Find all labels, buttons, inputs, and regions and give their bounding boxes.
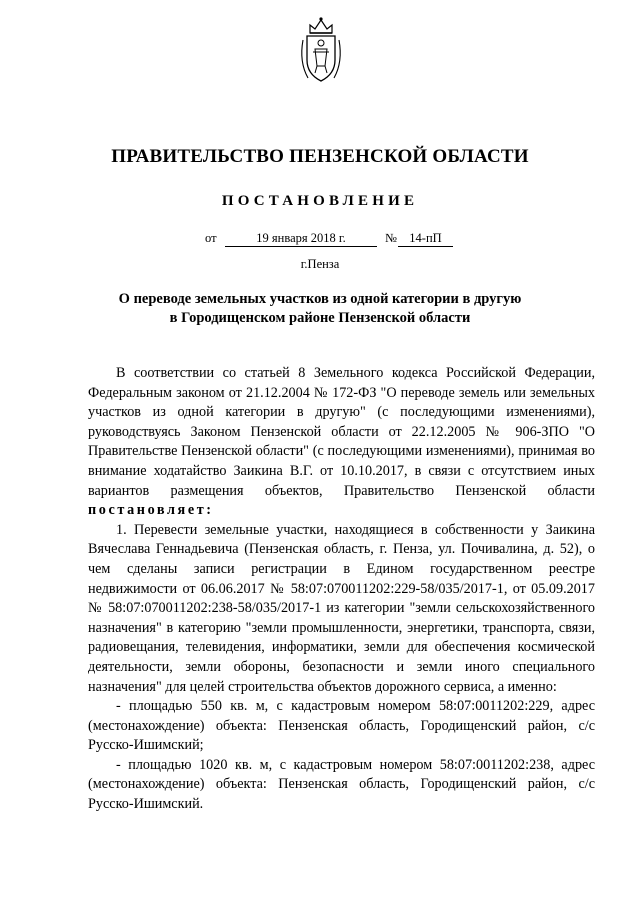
preamble-paragraph	[88, 364, 595, 521]
bullet-2-paragraph: - площадью 1020 кв. м, с кадастровым номером 58:07:0011202:238, адрес (местонахождение) объекта: Пензенская область, Городищенский район, с/с Русско-Ишимский.	[88, 756, 595, 813]
document-type: ПОСТАНОВЛЕНИЕ	[221, 193, 419, 209]
document-body	[88, 364, 595, 815]
subject-line-1: О переводе земельных участков из одной категории в другую	[118, 291, 522, 307]
number-prefix: №	[385, 231, 397, 245]
subject-line-2: в Городищенском районе Пензенской области	[169, 310, 471, 326]
document-subject	[0, 290, 640, 328]
city: г.Пенза	[300, 257, 340, 271]
document-date: 19 января 2018 г.	[225, 231, 377, 247]
preamble-text: В соответствии со статьей 8 Земельного кодекса Российской Федерации, Федеральным законом от 21.12.2004 № 172-ФЗ "О переводе земель или земельных участков из одной категории в другую" (с последующими изменениями), руководствуясь Законом Пензенской области от 22.12.2005 № 906-ЗПО "О Правительстве Пензенской области" (с последующими изменениями), принимая во внимание ходатайство Заикина В.Г. от 10.10.2017, в связи с отсутствием иных вариантов размещения объектов, Правительство Пензенской области	[88, 365, 595, 499]
resolves-word: постановляет:	[88, 502, 214, 519]
item-1-paragraph: 1. Перевести земельные участки, находящиеся в собственности у Заикина Вячеслава Геннадьевича (Пензенская область, г. Пенза, ул. Почивалина, д. 52), о чем сделаны записи регистрации в Едином государственном реестре недвижимости от 06.06.2017 № 58:07:070011202:229-58/035/2017-1, от 05.09.2017 № 58:07:070011202:238-58/035/2017-1 из категории "земли сельскохозяйственного назначения" в категорию "земли промышленности, энергетики, транспорта, связи, радиовещания, телевидения, информатики, земли для обеспечения космической деятельности, земли обороны, безопасности и земли иного специального назначения" для целей строительства объектов дорожного сервиса, а именно:	[88, 521, 595, 695]
date-number-line	[205, 231, 455, 251]
government-title: ПРАВИТЕЛЬСТВО ПЕНЗЕНСКОЙ ОБЛАСТИ	[111, 146, 529, 167]
penza-coat-of-arms-icon	[296, 16, 346, 86]
date-prefix: от	[205, 231, 217, 245]
bullet-1-paragraph: - площадью 550 кв. м, с кадастровым номером 58:07:0011202:229, адрес (местонахождение) объекта: Пензенская область, Городищенский район, с/с Русско-Ишимский;	[88, 698, 595, 754]
document-number: 14-пП	[398, 231, 453, 247]
